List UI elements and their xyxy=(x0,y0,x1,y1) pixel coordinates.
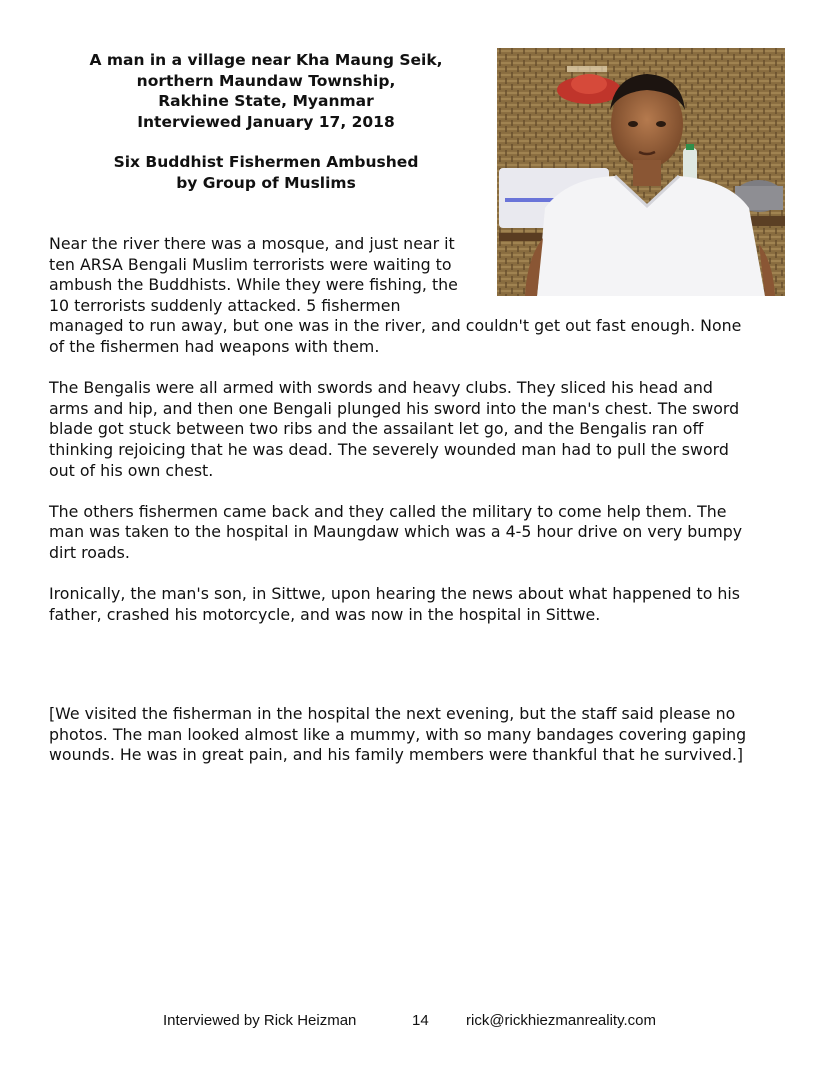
note-line: photos. The man looked almost like a mummy, with so many bandages covering gaping xyxy=(49,724,747,744)
paragraph-line: father, crashed his motorcycle, and was now in the hospital in Sittwe. xyxy=(49,604,601,624)
note-line: [We visited the fisherman in the hospital the next evening, but the staff said please no xyxy=(49,704,736,723)
footer-email: rick@rickhiezmanreality.com xyxy=(466,1012,656,1029)
paragraph-line: blade got stuck between two ribs and the assailant let go, and the Bengalis ran off xyxy=(49,419,704,439)
story-title-line-2: by Group of Muslims xyxy=(176,173,356,192)
paragraph-line: The others fishermen came back and they called the military to come help them. The xyxy=(49,501,727,521)
paragraph-line: Near the river there was a mosque, and just near it xyxy=(49,234,455,253)
paragraph-line: The Bengalis were all armed with swords and heavy clubs. They sliced his head and xyxy=(49,378,713,398)
header-line-date: Interviewed January 17, 2018 xyxy=(137,112,395,131)
paragraph-line: managed to run away, but one was in the river, and couldn't get out fast enough. None xyxy=(49,316,742,336)
paragraph-line: of the fishermen had weapons with them. xyxy=(49,336,380,356)
visit-note xyxy=(49,704,789,766)
paragraph-line: ten ARSA Bengali Muslim terrorists were waiting to xyxy=(49,254,452,274)
paragraph-line: Ironically, the man's son, in Sittwe, upon hearing the news about what happened to his xyxy=(49,584,741,604)
paragraph-line: arms and hip, and then one Bengali plunged his sword into the man's chest. The sword xyxy=(49,398,740,418)
paragraph-line: ambush the Buddhists. While they were fishing, the xyxy=(49,275,458,295)
story-title xyxy=(48,152,484,193)
interview-header xyxy=(48,50,484,132)
paragraph-line: thinking rejoicing that he was dead. The severely wounded man had to pull the sword xyxy=(49,439,729,459)
paragraph-line: dirt roads. xyxy=(49,542,130,562)
paragraph-ambush xyxy=(49,234,789,358)
note-line: wounds. He was in great pain, and his family members were thankful that he survived.] xyxy=(49,745,744,765)
footer-credit: Interviewed by Rick Heizman xyxy=(163,1012,357,1029)
paragraph-hospital xyxy=(49,502,789,564)
paragraph-line: out of his own chest. xyxy=(49,460,214,480)
paragraph-line: 10 terrorists suddenly attacked. 5 fishermen xyxy=(49,295,401,315)
story-title-line-1: Six Buddhist Fishermen Ambushed xyxy=(113,153,419,171)
header-line-location: A man in a village near Kha Maung Seik, xyxy=(89,51,443,69)
paragraph-attack xyxy=(49,378,789,481)
header-line-township: northern Maundaw Township, xyxy=(136,71,396,90)
story-body xyxy=(49,234,789,625)
header-line-state: Rakhine State, Myanmar xyxy=(158,92,374,110)
paragraph-line: man was taken to the hospital in Maungdaw which was a 4-5 hour drive on very bumpy xyxy=(49,522,743,542)
page-number: 14 xyxy=(412,1012,429,1029)
paragraph-son xyxy=(49,584,789,625)
